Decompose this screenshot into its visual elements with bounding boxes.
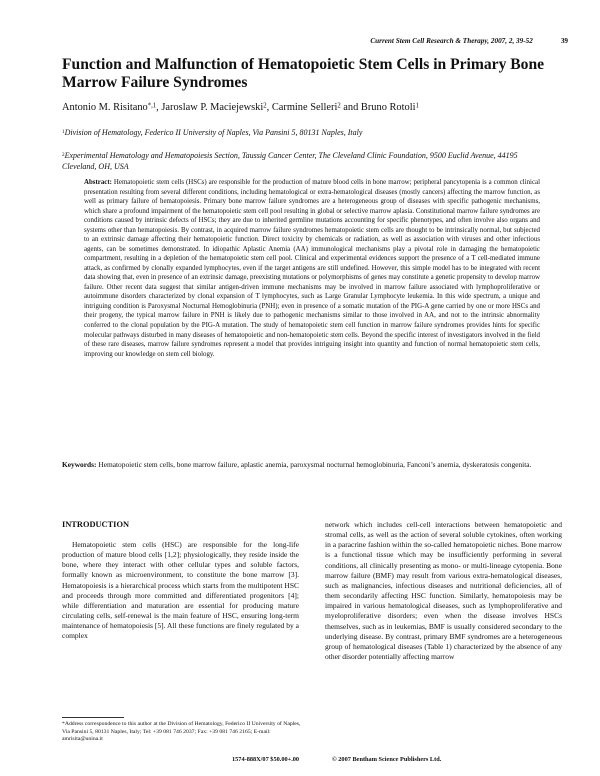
footnote-divider: [62, 717, 124, 718]
author-name: Jaroslaw P. Maciejewski: [161, 102, 264, 113]
author-affiliation-mark: 2: [263, 102, 267, 110]
footer-copyright: © 2007 Bentham Science Publishers Ltd.: [332, 756, 442, 763]
affiliation-text: Experimental Hematology and Hematopoiesis Section, Taussig Cancer Center, The Cleveland Clinic Foundation, 9500 Euclid Avenue, 44195 Cleveland, OH, USA: [62, 151, 518, 171]
footer-issn: 1574-888X/07 $50.00+.00: [232, 756, 300, 763]
body-column-right: network which includes cell-cell interactions between hematopoietic and stromal cells, as well as the action of several soluble cytokines, often working in a paracrine fashion within the so-called hematopoietic niches. Bone marrow is a functional tissue which may be insufficiently performing in several conditions, all clinically presenting as mono- or multi-lineage cytopenia. Bone marrow failure (BMF) may result from various extra-hematological diseases, such as malignancies, infectious diseases and nutritional deficiencies, all of them secondarily affecting HSC function. Similarly, hematopoiesis may be impaired in various hematological diseases, such as lymphoproliferative and myeloproliferative disorders; even when the disease involves HSCs themselves, such as in leukemias, BMF is usually considered secondary to the underlying disease. By contrast, primary BMF syndromes are a heterogeneous group of hematological diseases (Table 1) characterized by the absence of any other disorder potentially affecting marrow: [325, 520, 562, 662]
keywords-label: Keywords:: [62, 460, 97, 469]
affiliation-text: Division of Hematology, Federico II University of Naples, Via Pansini 5, 80131 Naples, Italy: [64, 128, 363, 137]
affiliation-2: [62, 151, 552, 172]
author-affiliation-mark: 1: [415, 102, 419, 110]
abstract-label: Abstract:: [84, 179, 112, 186]
keywords: [62, 460, 550, 470]
page-number: 39: [560, 37, 568, 45]
correspondence-footnote: *Address correspondence to this author at the Division of Hematology, Federico II University of Naples, Via Pansini 5, 80131 Naples, Italy; Tel: +39 081 746 2037; Fax: +39 081 746 2165; E-mail: amrisita@unina.it: [62, 721, 301, 743]
author-name: Antonio M. Risitano: [62, 102, 148, 113]
journal-citation: Current Stem Cell Research & Therapy, 2007, 2, 39-52: [370, 37, 533, 45]
abstract: [84, 178, 540, 359]
author-name: Carmine Selleri: [271, 102, 338, 113]
keywords-text: Hematopoietic stem cells, bone marrow failure, aplastic anemia, paroxysmal nocturnal hemoglobinuria, Fanconi’s anemia, dyskeratosis congenita.: [98, 460, 532, 469]
running-header: [370, 37, 568, 45]
author-affiliation-mark: 2: [337, 102, 341, 110]
affiliation-mark: 2: [62, 151, 65, 158]
author-separator: and: [340, 102, 361, 113]
author-separator: ,: [156, 102, 162, 113]
author-separator: ,: [266, 102, 272, 113]
article-title: Function and Malfunction of Hematopoietic Stem Cells in Primary Bone Marrow Failure Syndromes: [62, 56, 545, 91]
author-affiliation-mark: *,1: [147, 102, 157, 110]
affiliation-mark: 1: [62, 128, 65, 135]
body-column-left: Hematopoietic stem cells (HSC) are responsible for the long-life production of mature blood cells [1,2]; physiologically, they reside inside the bone, where they interact with other cellular types and soluble factors, formally known as microenvironment, to constitute the bone marrow [3]. Hematopoiesis is a hierarchical process which starts from the multipotent HSC and proceeds through more committed and differentiated progenitors [4]; while differentiation and maturation are essential for producing mature circulating cells, self-renewal is the main feature of HSC, ensuring long-term maintenance of hematopoiesis [5]. All these functions are finely regulated by a complex: [62, 540, 299, 641]
affiliation-1: [62, 128, 362, 137]
author-name: Bruno Rotoli: [360, 102, 416, 113]
abstract-text: Hematopoietic stem cells (HSCs) are responsible for the production of mature blood cells in bone marrow; peripheral pancytopenia is a common clinical presentation resulting from several different conditions, including hematological or extra-hematological diseases (mostly cancers) affecting the marrow function, as well as primary failure of hematopoiesis. Primary bone marrow failure syndromes are a heterogeneous group of diseases with specific pathogenic mechanisms, which share a profound impairment of the hematopoietic stem cell pool resulting in global or selective marrow aplasia. Constitutional marrow failure syndromes are conditions caused by intrinsic defects of HSCs; they are due to inherited germline mutations accounting for specific phenotypes, and often involve also organs and systems other than hematopoiesis. By contrast, in acquired marrow failure syndromes hematopoietic stem cells are thought to be intrinsically normal, but subjected to an extrinsic damage affecting their hematopoietic function. Direct toxicity by chemicals or radiation, as well as association with viruses and other infectious agents, can be sometimes demonstrated. In idiopathic Aplastic Anemia (AA) immunological mechanisms play a pivotal role in damaging the hematopoietic compartment, resulting in a depletion of the hematopoietic stem cell pool. Clinical and experimental evidences support the presence of a T cell-mediated immune attack, as confirmed by clonally expanded lymphocytes, even if the target antigens are still undefined. However, this simple model has to be integrated with recent data showing that, even in presence of an extrinsic damage, preexisting mutations or polymorphisms of genes may constitute a genetic propensity to develop marrow failure. Other recent data suggest that similar antigen-driven immune mechanisms may be involved in marrow failure associated with lymphoproliferative or autoimmune disorders characterized by clonal expansion of T lymphocytes, such as Large Granular Lymphocyte leukemia. In this wide spectrum, a unique and intriguing condition is Paroxysmal Nocturnal Hemoglobinuria (PNH); even in presence of a somatic mutation of the PIG-A gene carried by one or more HSCs and their progeny, the typical marrow failure in PNH is likely due to pathogenic mechanisms similar to those involved in AA, and not to the intrinsic abnormality conferred to the clonal population by the PIG-A mutation. The study of hematopoietic stem cell function in marrow failure syndromes provides hints for specific molecular pathways disturbed in many diseases of hematopoietic and non-hematopoietic stem cells. Beyond the specific interest of investigators involved in the field of these rare diseases, marrow failure syndromes represent a model that provides intriguing insight into quantity and function of normal hematopoietic stem cells, improving our knowledge on stem cell biology.: [84, 179, 540, 358]
author-list: [62, 102, 419, 113]
section-heading-introduction: INTRODUCTION: [62, 520, 130, 529]
